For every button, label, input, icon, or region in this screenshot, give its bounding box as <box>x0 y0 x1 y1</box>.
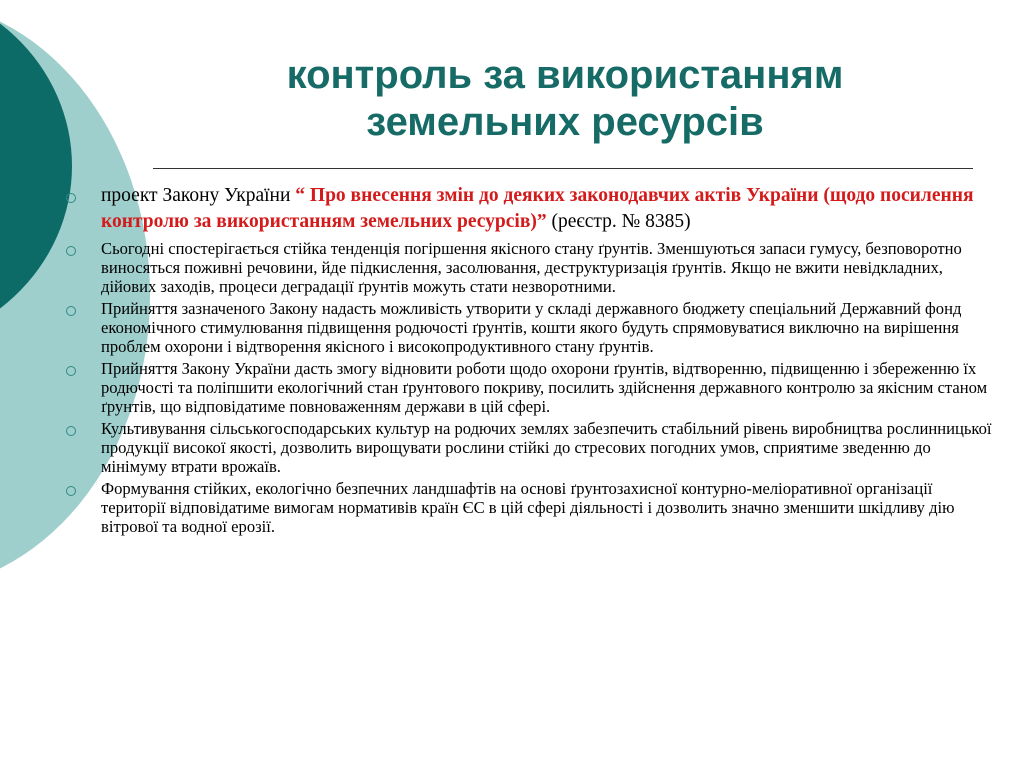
bullet-item-soil-degradation <box>60 239 998 296</box>
law-project-title: “ Про внесення змін до деяких законодавчих актів України (щодо посилення контролю за використанням земельних ресурсів)” <box>101 185 974 232</box>
slide-title-line-1: контроль за використанням <box>286 53 844 97</box>
slide-title-line-2: земельних ресурсів <box>366 100 764 144</box>
law-project-registry: (реєстр. № 8385) <box>546 211 691 232</box>
bullet-circle-icon <box>66 366 76 376</box>
bullet-item-landscapes <box>60 479 998 536</box>
bullet-text: Прийняття Закону України дасть змогу відновити роботи щодо охорони ґрунтів, відтворенню, підвищенню і збереженню їх родючості та поліпшити екологічний стан ґрунтового покриву, посилить здійснення державного контролю за якісним станом ґрунтів, що відповідатиме повноваженням держави в цій сфері. <box>101 359 988 416</box>
bullet-text: Сьогодні спостерігається стійка тенденція погіршення якісного стану ґрунтів. Зменшуються запаси гумусу, безповоротно виносяться поживні речовини, йде підкислення, засолювання, деструктуризація ґрунтів. Якщо не вжити невідкладних, дійових заходів, процеси деградації ґрунтів можуть стати незворотними. <box>101 239 962 296</box>
bullet-item-state-fund <box>60 299 998 356</box>
slide-title <box>150 52 980 146</box>
bullet-list <box>60 183 998 539</box>
bullet-text: Прийняття зазначеного Закону надасть можливість утворити у складі державного бюджету спеціальний Державний фонд економічного стимулювання підвищення родючості ґрунтів, кошти якого будуть спрямовуватися виключно на вирішення проблем охорони і відтворення якісного і високопродуктивного стану ґрунтів. <box>101 299 962 356</box>
title-divider <box>153 168 973 169</box>
bullet-circle-icon <box>66 246 76 256</box>
bullet-circle-icon <box>66 306 76 316</box>
bullet-circle-icon <box>66 193 76 203</box>
bullet-circle-icon <box>66 426 76 436</box>
bullet-text: Культивування сільськогосподарських культур на родючих землях забезпечить стабільний рівень виробництва рослинницької продукції високої якості, дозволить вирощувати рослини стійкі до стресових погодних умов, сприятиме зведенню до мінімуму втрати врожаїв. <box>101 419 992 476</box>
law-project-prefix: проект Закону України <box>101 185 296 206</box>
bullet-item-crop-cultivation <box>60 419 998 476</box>
bullet-circle-icon <box>66 486 76 496</box>
bullet-item-soil-protection <box>60 359 998 416</box>
bullet-item-law-project <box>60 183 998 235</box>
bullet-text: Формування стійких, екологічно безпечних ландшафтів на основі ґрунтозахисної контурно-меліоративної організації території відповідатиме вимогам нормативів країн ЄС в цій сфері діяльності і дозволить значно зменшити шкідливу дію вітрової та водної ерозії. <box>101 479 955 536</box>
